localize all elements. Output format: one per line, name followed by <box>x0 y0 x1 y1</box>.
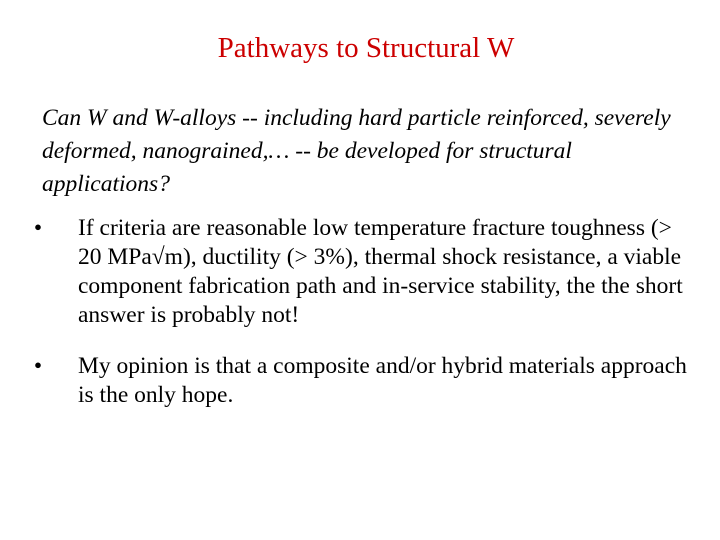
bullet-text: If criteria are reasonable low temperature fracture toughness (> 20 MPa√m), ductility (> 3%), thermal shock resistance, a viable component fabrication path and in-service stability, the the short answer is probably not! <box>78 215 683 328</box>
bullet-item-opinion <box>28 352 688 410</box>
bullet-list <box>28 214 688 410</box>
bullet-text: My opinion is that a composite and/or hybrid materials approach is the only hope. <box>78 353 687 408</box>
intro-question: Can W and W-alloys -- including hard particle reinforced, severely deformed, nanograined,… -- be developed for structural applications? <box>42 105 671 197</box>
bullet-item-criteria <box>28 214 688 330</box>
bullet-icon: • <box>33 215 43 241</box>
bullet-icon: • <box>33 353 43 379</box>
slide-title: Pathways to Structural W <box>217 32 515 64</box>
